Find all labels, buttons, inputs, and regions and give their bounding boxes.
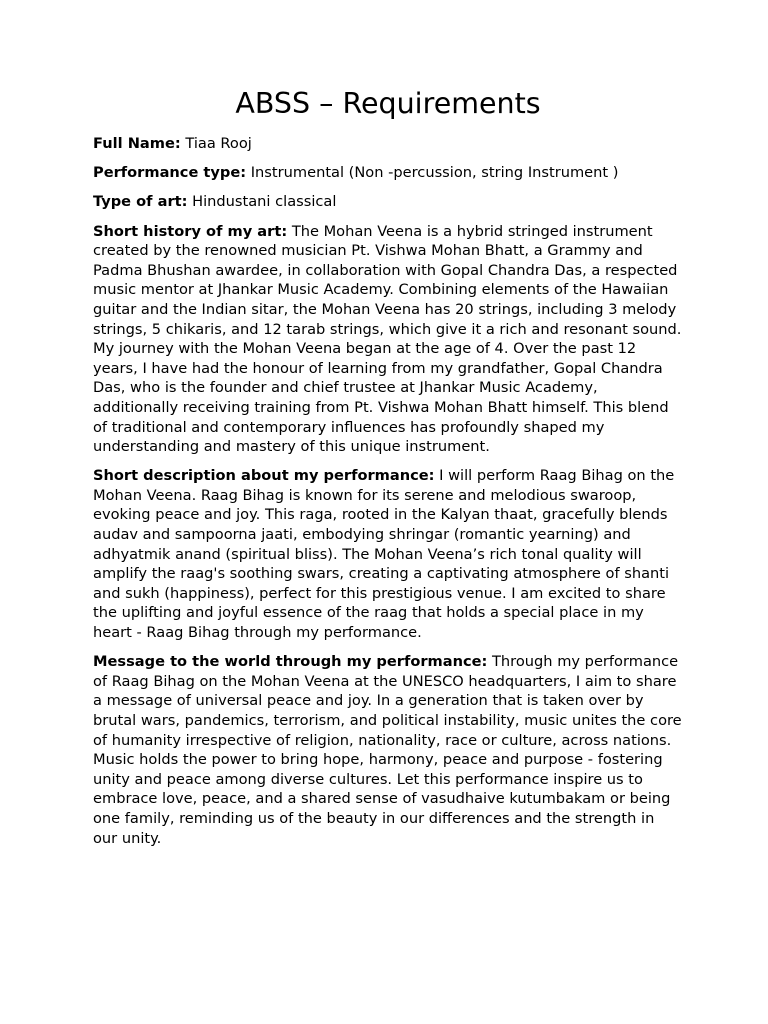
field-full-name [93, 134, 683, 154]
field-value: I will perform Raag Bihag on the Mohan Veena. Raag Bihag is known for its serene and melodious swaroop, evoking peace and joy. This raga, rooted in the Kalyan thaat, gracefully blends audav and sampoorna jaati, embodying shringar (romantic yearning) and adhyatmik anand (spiritual bliss). The Mohan Veena’s rich tonal quality will amplify the raag's soothing swars, creating a captivating atmosphere of shanti and sukh (happiness), perfect for this prestigious venue. I am excited to share the uplifting and joyful essence of the raag that holds a special place in my heart - Raag Bihag through my performance. [93, 467, 675, 642]
field-short-history [93, 222, 683, 457]
field-label: Short history of my art: [93, 222, 288, 240]
field-value: The Mohan Veena is a hybrid stringed instrument created by the renowned musician Pt. Vishwa Mohan Bhatt, a Grammy and Padma Bhushan awardee, in collaboration with Gopal Chandra Das, a respected music mentor at Jhankar Music Academy. Combining elements of the Hawaiian guitar and the Indian sitar, the Mohan Veena has 20 strings, including 3 melody strings, 5 chikaris, and 12 tarab strings, which give it a rich and resonant sound. My journey with the Mohan Veena began at the age of 4. Over the past 12 years, I have had the honour of learning from my grandfather, Gopal Chandra Das, who is the founder and chief trustee at Jhankar Music Academy, additionally receiving training from Pt. Vishwa Mohan Bhatt himself. This blend of traditional and contemporary influences has profoundly shaped my understanding and mastery of this unique instrument. [93, 222, 682, 456]
field-label: Type of art: [93, 193, 188, 211]
field-performance-type [93, 163, 683, 183]
document-page [93, 84, 683, 858]
field-value: Hindustani classical [192, 193, 337, 211]
field-label: Message to the world through my performance: [93, 653, 488, 671]
field-message-to-world [93, 652, 683, 848]
field-label: Full Name: [93, 135, 181, 152]
field-label: Short description about my performance: [93, 467, 435, 485]
document-title: ABSS – Requirements [235, 87, 541, 120]
field-value: Tiaa Rooj [185, 135, 252, 152]
field-label: Performance type: [93, 164, 247, 182]
field-performance-description [93, 466, 683, 642]
field-type-of-art [93, 192, 683, 212]
field-value: Through my performance of Raag Bihag on the Mohan Veena at the UNESCO headquarters, I aim to share a message of universal peace and joy. In a generation that is taken over by brutal wars, pandemics, terrorism, and political instability, music unites the core of humanity irrespective of religion, nationality, race or culture, across nations. Music holds the power to bring hope, harmony, peace and purpose - fostering unity and peace among diverse cultures. Let this performance inspire us to embrace love, peace, and a shared sense of vasudhaive kutumbakam or being one family, reminding us of the beauty in our differences and the strength in our unity. [93, 653, 682, 847]
field-value: Instrumental (Non -percussion, string Instrument ) [250, 164, 619, 182]
